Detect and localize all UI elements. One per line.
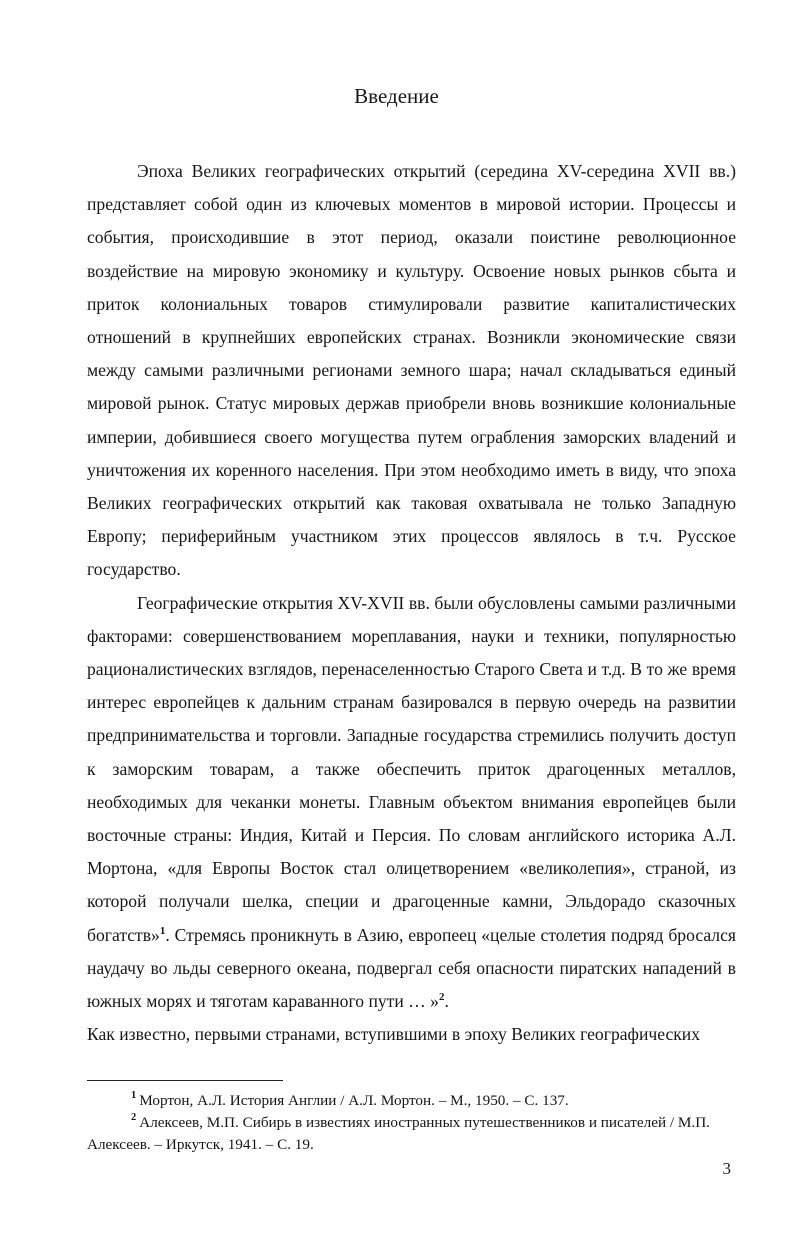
paragraph-2-text-b: . Стремясь проникнуть в Азию, европеец «целые столетия подряд бросался наудачу во льды северного океана, подвергал себя опасности пиратских нападений в южных морях и тяготам караванного пути … » xyxy=(87,924,736,1012)
paragraph-2 xyxy=(87,587,736,1019)
page-title: Введение xyxy=(354,84,439,108)
footnote-1-number: 1 xyxy=(131,1090,137,1101)
footnote-divider xyxy=(87,1080,283,1081)
footnote-1-text: Мортон, А.Л. История Англии / А.Л. Мортон. – М., 1950. – С. 137. xyxy=(139,1092,569,1109)
footnote-2 xyxy=(87,1112,737,1156)
footnote-2-text: Алексеев, М.П. Сибирь в известиях иностранных путешественников и писателей / М.П. Алексеев. – Иркутск, 1941. – С. 19. xyxy=(87,1114,710,1153)
footnote-ref-1: 1 xyxy=(159,924,166,937)
paragraph-2-text-a: Географические открытия XV-XVII вв. были обусловлены самыми различными факторами: совершенствованием мореплавания, науки и техники, популярностью рационалистических взглядов, перенаселенностью Старого Света и т.д. В то же время интерес европейцев к дальним странам базировался в первую очередь на развитии предпринимательства и торговли. Западные государства стремились получить доступ к заморским товарам, а также обеспечить приток драгоценных металлов, необходимых для чеканки монеты. Главным объектом внимания европейцев были восточные страны: Индия, Китай и Персия. По словам английского историка А.Л. Мортона, «для Европы Восток стал олицетворением «великолепия», страной, из которой получали шелка, специи и драгоценные камни, Эльдорадо сказочных богатств» xyxy=(87,592,736,945)
paragraph-1: Эпоха Великих географических открытий (середина XV-середина XVII вв.) представляет собой один из ключевых моментов в мировой истории. Процессы и события, происходившие в этот период, оказали поистине революционное воздействие на мировую экономику и культуру. Освоение новых рынков сбыта и приток колониальных товаров стимулировали развитие капиталистических отношений в крупнейших европейских странах. Возникли экономические связи между самыми различными регионами земного шара; начал складываться единый мировой рынок. Статус мировых держав приобрели вновь возникшие колониальные империи, добившиеся своего могущества путем ограбления заморских владений и уничтожения их коренного населения. При этом необходимо иметь в виду, что эпоха Великих географических открытий как таковая охватывала не только Западную Европу; периферийным участником этих процессов являлось в т.ч. Русское государство. xyxy=(87,161,736,580)
footnotes xyxy=(87,1090,737,1156)
paragraph-2-text-c: . xyxy=(444,991,449,1012)
paragraph-3: Как известно, первыми странами, вступившими в эпоху Великих географических xyxy=(87,1024,701,1045)
page-number: 3 xyxy=(722,1159,731,1178)
footnote-ref-2: 2 xyxy=(438,991,445,1004)
main-text xyxy=(87,155,736,1051)
footnote-2-number: 2 xyxy=(131,1112,137,1123)
footnote-1 xyxy=(87,1090,737,1112)
